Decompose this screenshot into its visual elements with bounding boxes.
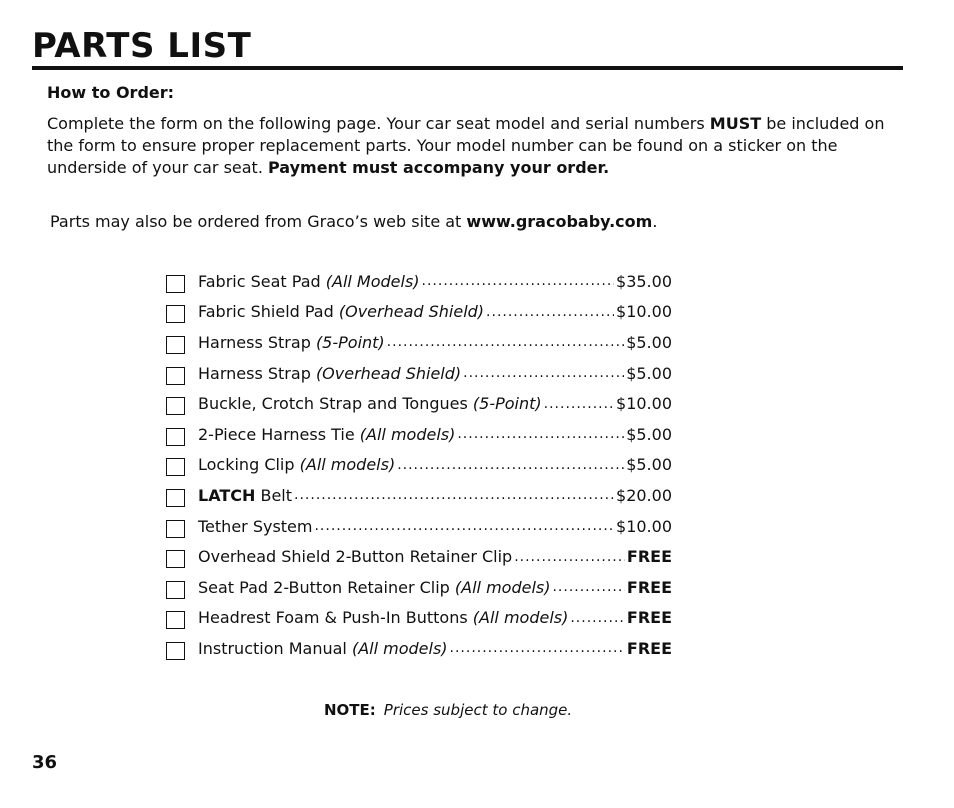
web-end: . bbox=[652, 212, 658, 231]
web-text: Parts may also be ordered from Graco’s web site at bbox=[50, 212, 467, 231]
part-price: FREE bbox=[626, 547, 672, 567]
note-label: NOTE: bbox=[324, 701, 376, 719]
part-checkbox[interactable] bbox=[166, 581, 185, 599]
part-name-text: Overhead Shield 2-Button Retainer Clip bbox=[198, 547, 513, 567]
part-row bbox=[166, 633, 672, 664]
price-note bbox=[324, 700, 572, 720]
part-checkbox[interactable] bbox=[166, 489, 185, 507]
part-model-note: (Overhead Shield) bbox=[315, 363, 462, 383]
part-name bbox=[198, 394, 542, 413]
part-name bbox=[198, 272, 420, 291]
part-row bbox=[166, 511, 672, 542]
part-name bbox=[198, 517, 312, 536]
part-checkbox[interactable] bbox=[166, 305, 185, 323]
part-name bbox=[198, 547, 512, 566]
part-checkbox[interactable] bbox=[166, 336, 185, 354]
part-price: $5.00 bbox=[626, 455, 672, 475]
part-model-note: (Overhead Shield) bbox=[338, 302, 485, 322]
part-row bbox=[166, 266, 672, 297]
part-model-note: (All models) bbox=[472, 608, 569, 628]
part-price: $10.00 bbox=[616, 516, 672, 536]
dot-leader bbox=[397, 457, 624, 473]
order-text-2: be included on the form to ensure proper replacement parts. Your model number can be found on a sticker on the underside of your car seat. bbox=[47, 114, 885, 177]
part-model-note: (All models) bbox=[454, 577, 551, 597]
how-to-order-heading: How to Order: bbox=[47, 83, 175, 102]
part-name bbox=[198, 425, 455, 444]
part-model-note: (All models) bbox=[299, 455, 396, 475]
order-instructions bbox=[47, 113, 897, 179]
part-name bbox=[198, 486, 292, 505]
part-price: $20.00 bbox=[616, 485, 672, 505]
part-model-note: (5-Point) bbox=[472, 394, 542, 414]
dot-leader bbox=[552, 579, 624, 595]
part-name-text: Harness Strap bbox=[198, 363, 316, 383]
part-name bbox=[198, 455, 395, 474]
dot-leader bbox=[294, 487, 614, 503]
part-name-text: Headrest Foam & Push-In Buttons bbox=[198, 608, 473, 628]
order-text-1: Complete the form on the following page. Your car seat model and serial numbers bbox=[47, 114, 710, 133]
part-price: $5.00 bbox=[626, 332, 672, 352]
part-checkbox[interactable] bbox=[166, 428, 185, 446]
web-order-line bbox=[50, 211, 657, 233]
dot-leader bbox=[463, 365, 624, 381]
part-checkbox[interactable] bbox=[166, 611, 185, 629]
order-must: MUST bbox=[709, 114, 762, 133]
part-row bbox=[166, 388, 672, 419]
order-payment-note: Payment must accompany your order. bbox=[268, 158, 610, 177]
part-name-text: Seat Pad 2-Button Retainer Clip bbox=[198, 577, 455, 597]
part-price: $35.00 bbox=[616, 271, 672, 291]
part-name-text: Fabric Seat Pad bbox=[198, 271, 326, 291]
dot-leader bbox=[450, 640, 625, 656]
part-model-note: (All models) bbox=[351, 638, 448, 658]
dot-leader bbox=[570, 610, 625, 626]
part-model-note: (5-Point) bbox=[315, 332, 385, 352]
parts-list bbox=[166, 266, 672, 664]
part-price: FREE bbox=[626, 577, 672, 597]
part-row bbox=[166, 297, 672, 328]
part-name-text: Tether System bbox=[198, 516, 313, 536]
part-name-bold: LATCH bbox=[198, 485, 256, 505]
page-title: PARTS LIST bbox=[32, 26, 252, 66]
part-name-text: Harness Strap bbox=[198, 332, 316, 352]
part-checkbox[interactable] bbox=[166, 550, 185, 568]
part-name-text: Buckle, Crotch Strap and Tongues bbox=[198, 394, 473, 414]
web-url: www.gracobaby.com bbox=[466, 212, 653, 231]
part-row bbox=[166, 450, 672, 481]
part-name bbox=[198, 608, 568, 627]
dot-leader bbox=[387, 334, 625, 350]
part-row bbox=[166, 572, 672, 603]
part-name-text: Fabric Shield Pad bbox=[198, 302, 339, 322]
part-checkbox[interactable] bbox=[166, 520, 185, 538]
part-row bbox=[166, 480, 672, 511]
part-name-text: Locking Clip bbox=[198, 455, 300, 475]
part-checkbox[interactable] bbox=[166, 397, 185, 415]
part-checkbox[interactable] bbox=[166, 642, 185, 660]
part-row bbox=[166, 358, 672, 389]
part-price: $5.00 bbox=[626, 424, 672, 444]
part-row bbox=[166, 603, 672, 634]
part-price: $10.00 bbox=[616, 302, 672, 322]
part-name bbox=[198, 578, 550, 597]
part-row bbox=[166, 419, 672, 450]
part-row bbox=[166, 541, 672, 572]
dot-leader bbox=[422, 273, 614, 289]
part-name-text: Belt bbox=[255, 485, 293, 505]
part-model-note: (All models) bbox=[359, 424, 456, 444]
title-rule bbox=[32, 66, 903, 70]
part-row bbox=[166, 327, 672, 358]
part-name-text: Instruction Manual bbox=[198, 638, 352, 658]
part-price: $10.00 bbox=[616, 394, 672, 414]
dot-leader bbox=[314, 518, 614, 534]
note-text: Prices subject to change. bbox=[383, 701, 573, 719]
part-price: FREE bbox=[626, 608, 672, 628]
part-name-text: 2-Piece Harness Tie bbox=[198, 424, 360, 444]
part-price: FREE bbox=[626, 638, 672, 658]
part-price: $5.00 bbox=[626, 363, 672, 383]
part-name bbox=[198, 333, 385, 352]
dot-leader bbox=[514, 549, 625, 565]
part-checkbox[interactable] bbox=[166, 367, 185, 385]
part-model-note: (All Models) bbox=[325, 271, 420, 291]
part-name bbox=[198, 302, 484, 321]
part-name bbox=[198, 364, 461, 383]
page-number: 36 bbox=[32, 752, 58, 773]
part-checkbox[interactable] bbox=[166, 275, 185, 293]
dot-leader bbox=[457, 426, 624, 442]
part-checkbox[interactable] bbox=[166, 458, 185, 476]
dot-leader bbox=[544, 396, 614, 412]
part-name bbox=[198, 639, 448, 658]
dot-leader bbox=[486, 304, 614, 320]
